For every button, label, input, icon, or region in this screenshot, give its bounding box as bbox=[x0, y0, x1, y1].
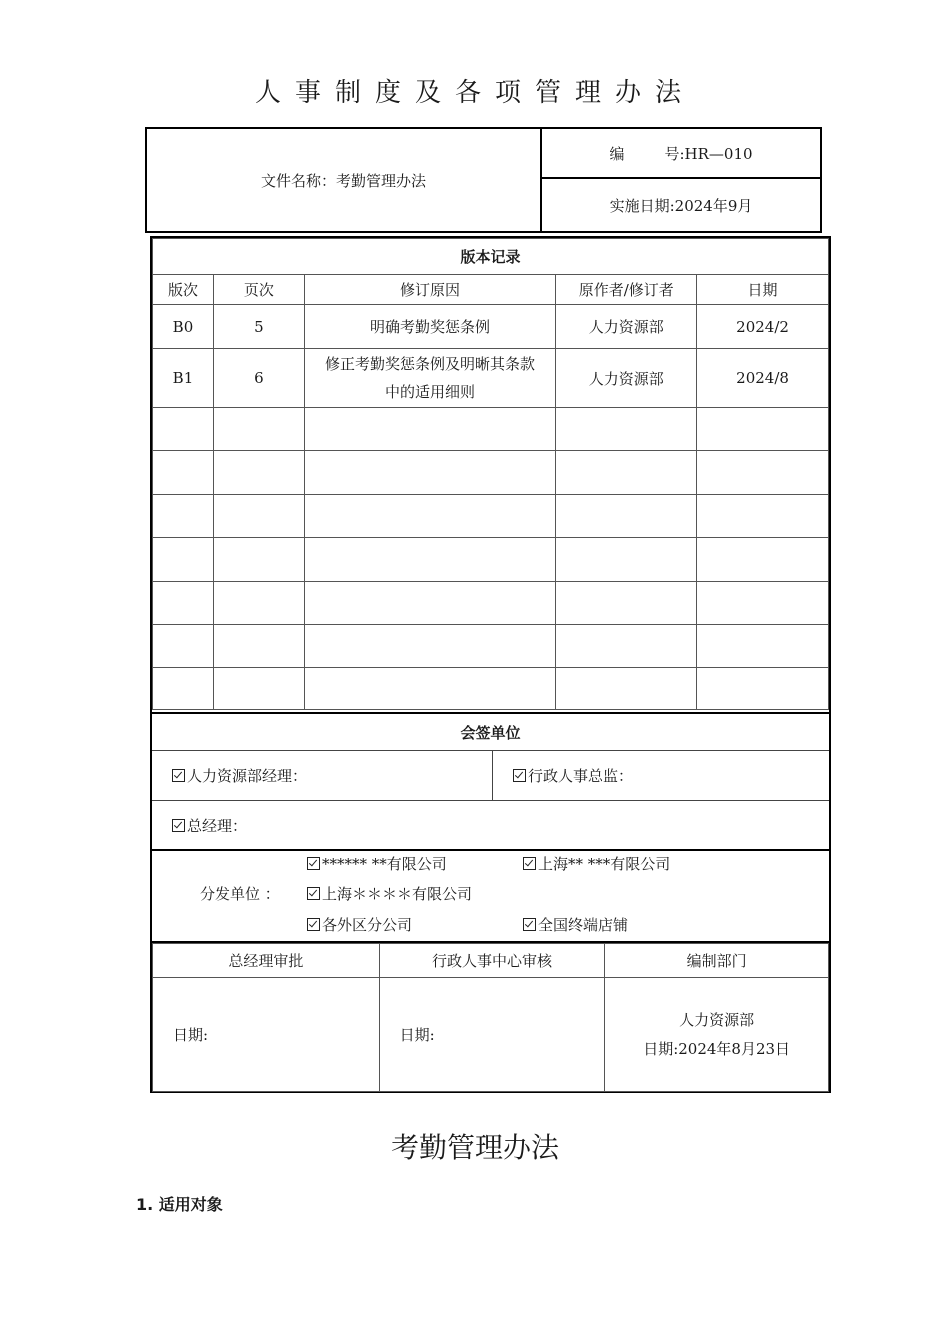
header-box bbox=[145, 127, 822, 233]
document-title: 人事制度及各项管理办法 bbox=[254, 78, 695, 108]
checkbox-checked-icon[interactable] bbox=[307, 918, 320, 931]
version-record-table bbox=[152, 238, 829, 710]
approval-header-row bbox=[153, 944, 829, 978]
section-heading: 1. 适用对象 bbox=[136, 1195, 223, 1214]
checkbox-checked-icon[interactable] bbox=[307, 857, 320, 870]
empty-row bbox=[153, 451, 829, 495]
implementation-date: 实施日期:2024年9月 bbox=[609, 196, 753, 215]
form-frame bbox=[150, 236, 831, 1093]
gm-approval-date: 日期: bbox=[153, 978, 380, 1092]
column-header: 编制部门 bbox=[605, 944, 829, 978]
reason-cell: 明确考勤奖惩条例 bbox=[304, 305, 556, 349]
empty-row bbox=[153, 582, 829, 625]
checkbox-checked-icon[interactable] bbox=[513, 769, 526, 782]
hr-manager-sign: 人力资源部经理： bbox=[152, 751, 493, 800]
checkbox-checked-icon[interactable] bbox=[172, 819, 185, 832]
number-value: 号:HR—010 bbox=[664, 144, 753, 163]
approval-row bbox=[153, 978, 829, 1092]
document-number bbox=[542, 129, 820, 179]
content-title: 考勤管理办法 bbox=[390, 1131, 559, 1164]
column-header: 原作者/修订者 bbox=[556, 275, 697, 305]
column-header: 页次 bbox=[213, 275, 304, 305]
reason-line: 修正考勤奖惩条例及明晰其条款 bbox=[325, 355, 536, 373]
column-header: 总经理审批 bbox=[153, 944, 380, 978]
checkbox-checked-icon[interactable] bbox=[523, 918, 536, 931]
author-cell: 人力资源部 bbox=[556, 305, 697, 349]
date-cell: 2024/2 bbox=[697, 305, 829, 349]
distribution-item: 上海** ***有限公司 bbox=[523, 853, 670, 874]
distribution-item: ****** **有限公司 bbox=[307, 853, 447, 874]
number-label: 编 bbox=[609, 144, 625, 163]
distribution-item: 全国终端店铺 bbox=[523, 914, 628, 935]
column-header: 日期 bbox=[697, 275, 829, 305]
reason-line: 中的适用细则 bbox=[385, 383, 476, 401]
table-row bbox=[153, 305, 829, 349]
empty-row bbox=[153, 495, 829, 538]
approval-table bbox=[152, 943, 829, 1092]
version-cell: B1 bbox=[153, 349, 214, 408]
countersign-title: 会签单位 bbox=[152, 712, 829, 751]
version-header-row bbox=[153, 275, 829, 305]
empty-row bbox=[153, 538, 829, 582]
distribution-item: 上海＊＊＊＊有限公司 bbox=[307, 883, 472, 904]
column-header: 行政人事中心审核 bbox=[379, 944, 605, 978]
column-header: 版次 bbox=[153, 275, 214, 305]
countersign-section bbox=[152, 712, 829, 851]
dept-name: 人力资源部 bbox=[679, 1010, 755, 1029]
checkbox-checked-icon[interactable] bbox=[172, 769, 185, 782]
general-manager-sign: 总经理： bbox=[152, 801, 829, 850]
page-cell: 5 bbox=[213, 305, 304, 349]
checkbox-checked-icon[interactable] bbox=[307, 887, 320, 900]
version-record-title: 版本记录 bbox=[153, 239, 829, 275]
date-cell: 2024/8 bbox=[697, 349, 829, 408]
distribution-item: 各外区分公司 bbox=[307, 914, 412, 935]
dept-date: 日期:2024年8月23日 bbox=[643, 1039, 791, 1058]
version-cell: B0 bbox=[153, 305, 214, 349]
column-header: 修订原因 bbox=[304, 275, 556, 305]
reason-cell bbox=[304, 349, 556, 408]
file-name: 文件名称：考勤管理办法 bbox=[147, 129, 542, 231]
page-cell: 6 bbox=[213, 349, 304, 408]
preparing-dept bbox=[605, 978, 829, 1092]
empty-row bbox=[153, 668, 829, 710]
table-row bbox=[153, 349, 829, 408]
distribution-section bbox=[152, 849, 829, 943]
distribution-label: 分发单位 ： bbox=[200, 885, 280, 903]
empty-row bbox=[153, 625, 829, 668]
author-cell: 人力资源部 bbox=[556, 349, 697, 408]
empty-row bbox=[153, 408, 829, 451]
checkbox-checked-icon[interactable] bbox=[523, 857, 536, 870]
admin-review-date: 日期: bbox=[379, 978, 605, 1092]
admin-director-sign: 行政人事总监： bbox=[493, 751, 829, 800]
